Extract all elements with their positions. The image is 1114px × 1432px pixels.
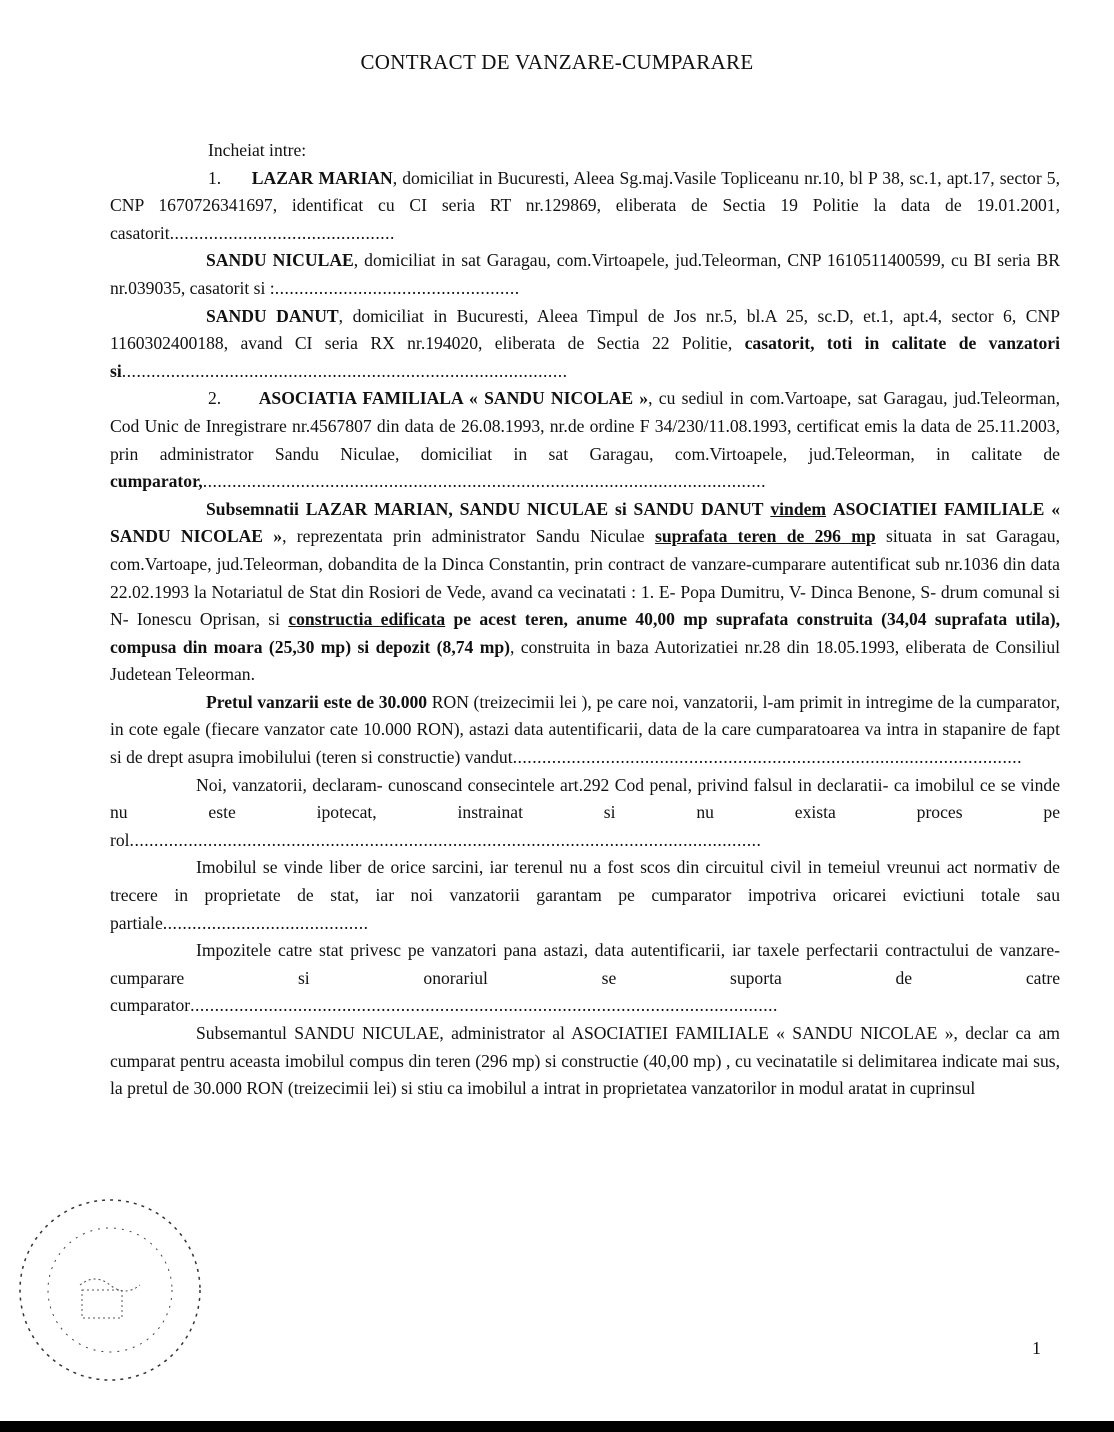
taxes-paragraph: Impozitele catre stat privesc pe vanzatori pana astazi, data autentificarii, iar taxele perfectarii contractului de vanzare-cumparare si onorariul se suporta de catre cumparator........................................................................................................................ bbox=[110, 940, 1060, 1016]
sale-paragraph: Subsemnatii LAZAR MARIAN, SANDU NICULAE si SANDU DANUT vindem ASOCIATIEI FAMILIALE « SANDU NICOLAE », reprezentata prin administrator Sandu Niculae suprafata teren de 296 mp situata in sat Garagau, com.Vartoape, jud.Teleorman, dobandita de la Dinca Constantin, prin contract de vanzare-cumparare autentificat sub nr.1036 din data 22.02.1993 la Notariatul de Stat din Rosiori de Vede, avand ca vecinatati : 1. E- Popa Dumitru, V- Dinca Benone, S- drum comunal si N- Ionescu Oprisan, si constructia edificata pe acest teren, anume 40,00 mp suprafata construita (34,04 suprafata utila), compusa din moara (25,30 mp) si depozit (8,74 mp), construita in baza Autorizatiei nr.28 din 18.05.1993, eliberata de Consiliul Judetean Teleorman. bbox=[110, 498, 1061, 685]
dot-leader: ........................................................................................................................ bbox=[190, 995, 778, 1016]
buyer-name: ASOCIATIA FAMILIALA « SANDU NICOLAE » bbox=[258, 388, 649, 409]
scan-edge-bar bbox=[0, 1421, 1114, 1432]
admin-statement-paragraph: Subsemantul SANDU NICULAE, administrator al ASOCIATIEI FAMILIALE « SANDU NICOLAE », declar ca am cumparat pentru aceasta imobilul compus din teren (296 mp) si constructie (40,00 mp) , cu vecinatatile si delimitarea indicate mai sus, la pretul de 30.000 RON (treizecimii lei) si stiu ca imobilul a intrat in proprietatea vanzatorilor in modul aratat in cuprinsul bbox=[110, 1023, 1060, 1099]
dot-leader: ................................................................................................................................. bbox=[129, 829, 762, 850]
sale-verb: vindem bbox=[770, 498, 827, 519]
free-of-charges-paragraph: Imobilul se vinde liber de orice sarcini, iar terenul nu a fost scos din circuitul civil in temeiul vreunui act normativ de trecere in proprietate de stat, iar noi vanzatorii garantam pe cumparator impotriva oricarei evictiuni totale sau partiale.......................................... bbox=[110, 857, 1060, 933]
dot-leader: .................................................. bbox=[274, 277, 520, 298]
buyer-role: cumparator, bbox=[110, 471, 203, 492]
round-stamp-icon bbox=[10, 1190, 210, 1390]
seller2-paragraph: SANDU NICULAE, domiciliat in sat Garagau, com.Virtoapele, jud.Teleorman, CNP 1610511400599, cu BI seria BR nr.039035, casatorit si :.................................................. bbox=[110, 250, 1060, 298]
construction: constructia edificata bbox=[288, 609, 446, 630]
seller3-name: SANDU DANUT bbox=[206, 305, 339, 326]
dot-leader: ........................................................................................................ bbox=[512, 747, 1023, 768]
dot-leader: ........................................................................................... bbox=[121, 360, 568, 381]
buyer-paragraph: 2. ASOCIATIA FAMILIALA « SANDU NICOLAE », cu sediul in com.Vartoape, sat Garagau, jud.Teleorman, Cod Unic de Inregistrare nr.4567807 din data de 26.08.1993, nr.de ordine F 34/230/11.08.1993, certificat emis la data de 25.11.2003, prin administrator Sandu Niculae, domiciliat in sat Garagau, com.Virtoapele, jud.Teleorman, in calitate de cumparator,................................................................................................................... bbox=[110, 388, 1060, 492]
document-title: CONTRACT DE VANZARE-CUMPARARE bbox=[360, 50, 754, 74]
dot-leader: ................................................................................................................... bbox=[202, 471, 767, 492]
land-area: suprafata teren de 296 mp bbox=[655, 526, 876, 547]
dot-leader: .......................................... bbox=[162, 912, 369, 933]
price-paragraph: Pretul vanzarii este de 30.000 RON (treizecimii lei ), pe care noi, vanzatorii, l-am primit in intregime de la cumparator, in cote egale (fiecare vanzator cate 10.000 RON), astazi data autentificarii, data de la care cumparatoarea va intra in stapanire de fapt si de drept asupra imobilului (teren si constructie) vandut........................................................................................................ bbox=[110, 691, 1061, 768]
sellers-role: casatorit, toti in calitate de vanzatori si bbox=[110, 333, 1060, 381]
declaration-paragraph: Noi, vanzatorii, declaram- cunoscand consecintele art.292 Cod penal, privind falsul in declaratii- ca imobilul ce se vinde nu este ipotecat, instrainat si nu exista proces pe rol................................................................................................................................. bbox=[110, 774, 1060, 850]
page-number: 1 bbox=[1032, 1338, 1041, 1358]
intro-line: Incheiat intre: bbox=[208, 140, 307, 160]
price-amount: Pretul vanzarii este de 30.000 bbox=[206, 691, 428, 712]
dot-leader: .............................................. bbox=[169, 222, 395, 243]
seller1-paragraph: 1. LAZAR MARIAN, domiciliat in Bucuresti, Aleea Sg.maj.Vasile Topliceanu nr.10, bl P 38, sc.1, apt.17, sector 5, CNP 1670726341697, identificat cu CI seria RT nr.129869, eliberata de Sectia 19 Politie la data de 19.01.2001, casatorit.............................................. bbox=[110, 167, 1061, 243]
contract-body bbox=[110, 137, 1060, 1103]
seller1-name: LAZAR MARIAN bbox=[251, 167, 393, 188]
seller2-name: SANDU NICULAE bbox=[206, 250, 354, 271]
seller3-paragraph: SANDU DANUT, domiciliat in Bucuresti, Aleea Timpul de Jos nr.5, bl.A 25, sc.D, et.1, apt.4, sector 6, CNP 1160302400188, avand CI seria RX nr.194020, eliberata de Sectia 22 Politie, casatorit, toti in calitate de vanzatori si........................................................................................... bbox=[110, 305, 1060, 381]
